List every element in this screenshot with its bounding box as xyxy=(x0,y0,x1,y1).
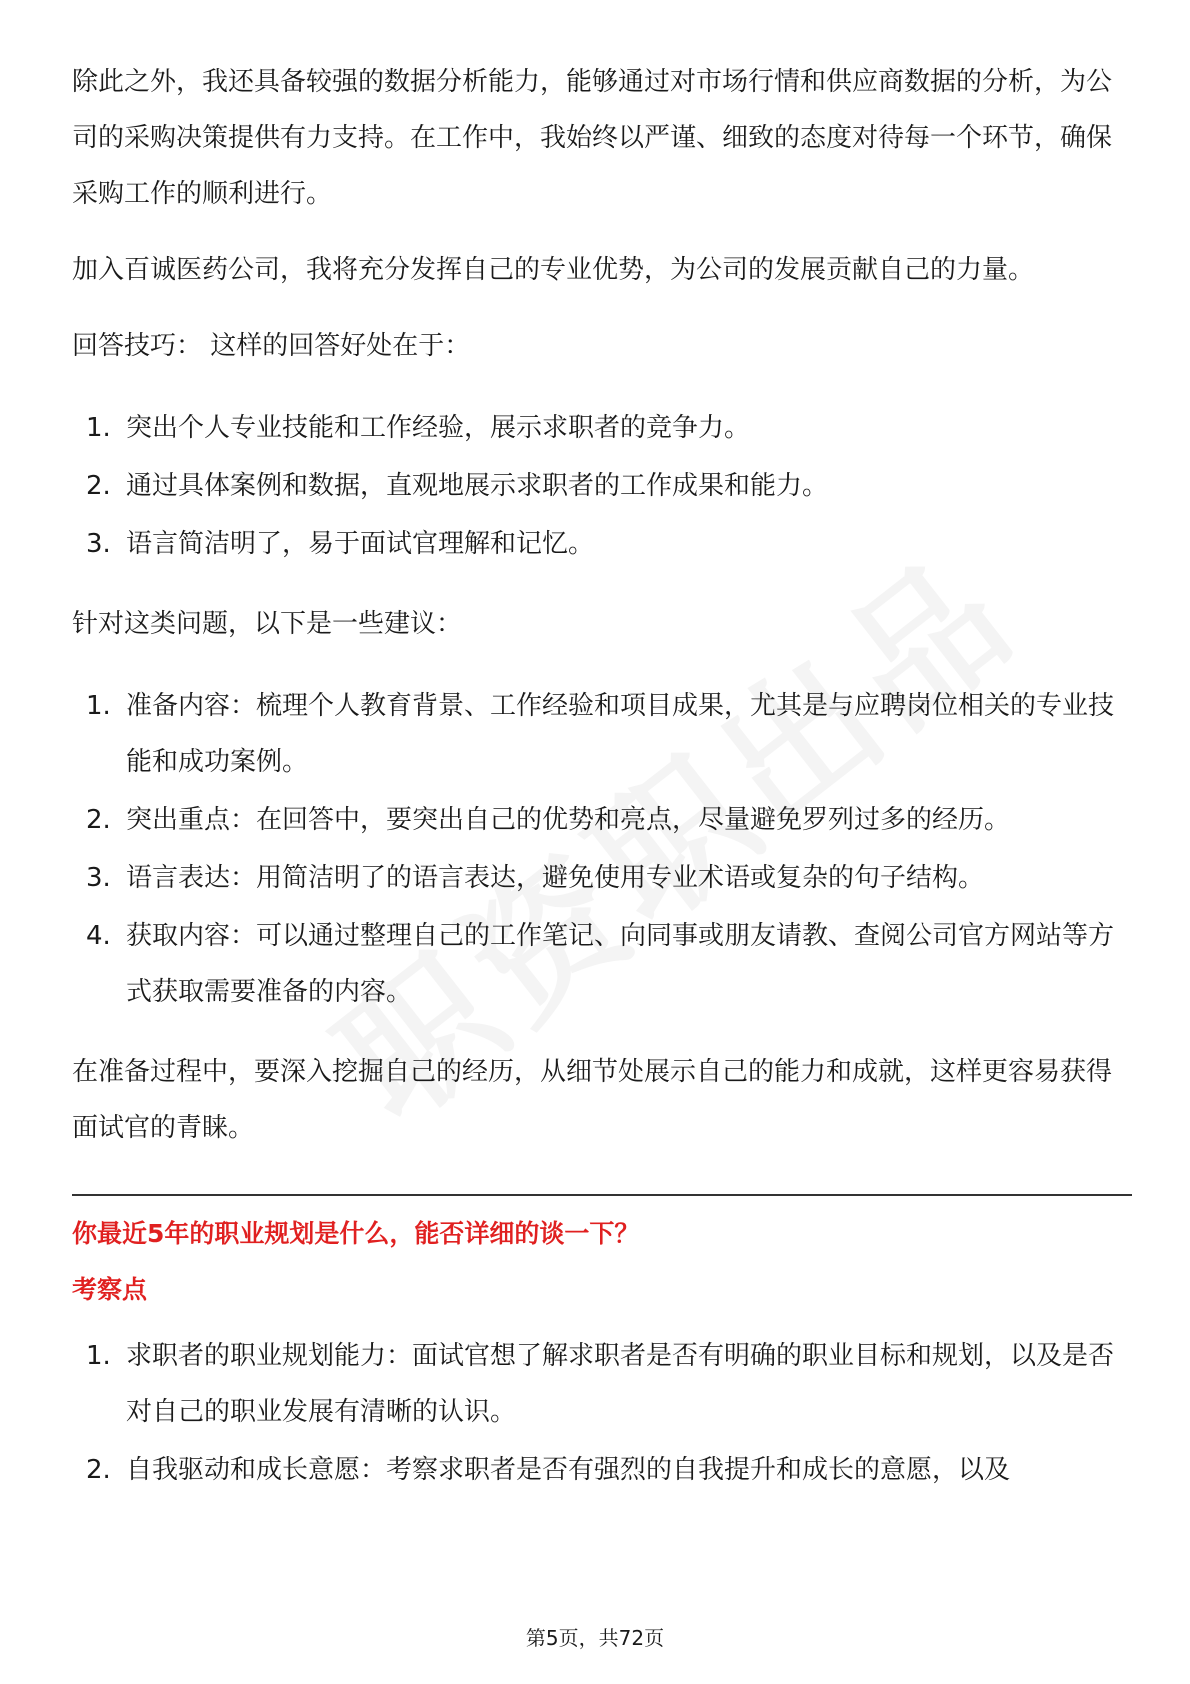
list-item xyxy=(72,458,1132,514)
interview-question: 你最近5年的职业规划是什么，能否详细的谈一下？ xyxy=(72,1219,640,1248)
advice-heading: 针对这类问题，以下是一些建议： xyxy=(72,609,463,639)
list-number: 1. xyxy=(86,691,111,721)
list-item-text: 语言表达：用简洁明了的语言表达，避免使用专业术语或复杂的句子结构。 xyxy=(126,863,985,893)
list-item-text: 突出个人专业技能和工作经验，展示求职者的竞争力。 xyxy=(126,413,751,443)
list-item xyxy=(72,1442,1132,1498)
list-number: 3. xyxy=(86,529,111,559)
list-item xyxy=(72,908,1132,1020)
list-item-text: 获取内容：可以通过整理自己的工作笔记、向同事或朋友请教、查阅公司官方网站等方式获取需要准备的内容。 xyxy=(126,921,1115,1007)
list-number: 1. xyxy=(86,1341,111,1371)
list-item xyxy=(72,850,1132,906)
list-number: 4. xyxy=(86,921,111,951)
list-item-text: 自我驱动和成长意愿：考察求职者是否有强烈的自我提升和成长的意愿，以及 xyxy=(126,1455,1011,1485)
list-item xyxy=(72,516,1132,572)
list-item-text: 通过具体案例和数据，直观地展示求职者的工作成果和能力。 xyxy=(126,471,829,501)
list-item xyxy=(72,400,1132,456)
list-number: 2. xyxy=(86,1455,111,1485)
list-item-text: 准备内容：梳理个人教育背景、工作经验和项目成果，尤其是与应聘岗位相关的专业技能和成功案例。 xyxy=(126,691,1115,777)
paragraph: 除此之外，我还具备较强的数据分析能力，能够通过对市场行情和供应商数据的分析，为公司的采购决策提供有力支持。在工作中，我始终以严谨、细致的态度对待每一个环节，确保采购工作的顺利进行。 xyxy=(72,67,1113,209)
tips-list xyxy=(72,400,1132,572)
list-item xyxy=(72,792,1132,848)
list-number: 3. xyxy=(86,863,111,893)
advice-list xyxy=(72,678,1132,1020)
assessment-points-label: 考察点 xyxy=(72,1275,148,1304)
list-item-text: 求职者的职业规划能力：面试官想了解求职者是否有明确的职业目标和规划，以及是否对自己的职业发展有清晰的认识。 xyxy=(126,1341,1115,1427)
list-number: 2. xyxy=(86,805,111,835)
paragraph: 在准备过程中，要深入挖掘自己的经历，从细节处展示自己的能力和成就，这样更容易获得面试官的青睐。 xyxy=(72,1057,1113,1143)
list-item-text: 突出重点：在回答中，要突出自己的优势和亮点，尽量避免罗列过多的经历。 xyxy=(126,805,1011,835)
list-item-text: 语言简洁明了，易于面试官理解和记忆。 xyxy=(126,529,595,559)
list-number: 1. xyxy=(86,413,111,443)
answer-tips-heading: 回答技巧： 这样的回答好处在于： xyxy=(72,331,471,361)
section-divider xyxy=(72,1194,1132,1196)
list-number: 2. xyxy=(86,471,111,501)
paragraph: 加入百诚医药公司，我将充分发挥自己的专业优势，为公司的发展贡献自己的力量。 xyxy=(72,255,1035,285)
assessment-points-list xyxy=(72,1328,1132,1498)
list-item xyxy=(72,1328,1132,1440)
list-item xyxy=(72,678,1132,790)
page-number: 第5页，共72页 xyxy=(525,1626,665,1650)
page-content xyxy=(72,54,1132,1522)
